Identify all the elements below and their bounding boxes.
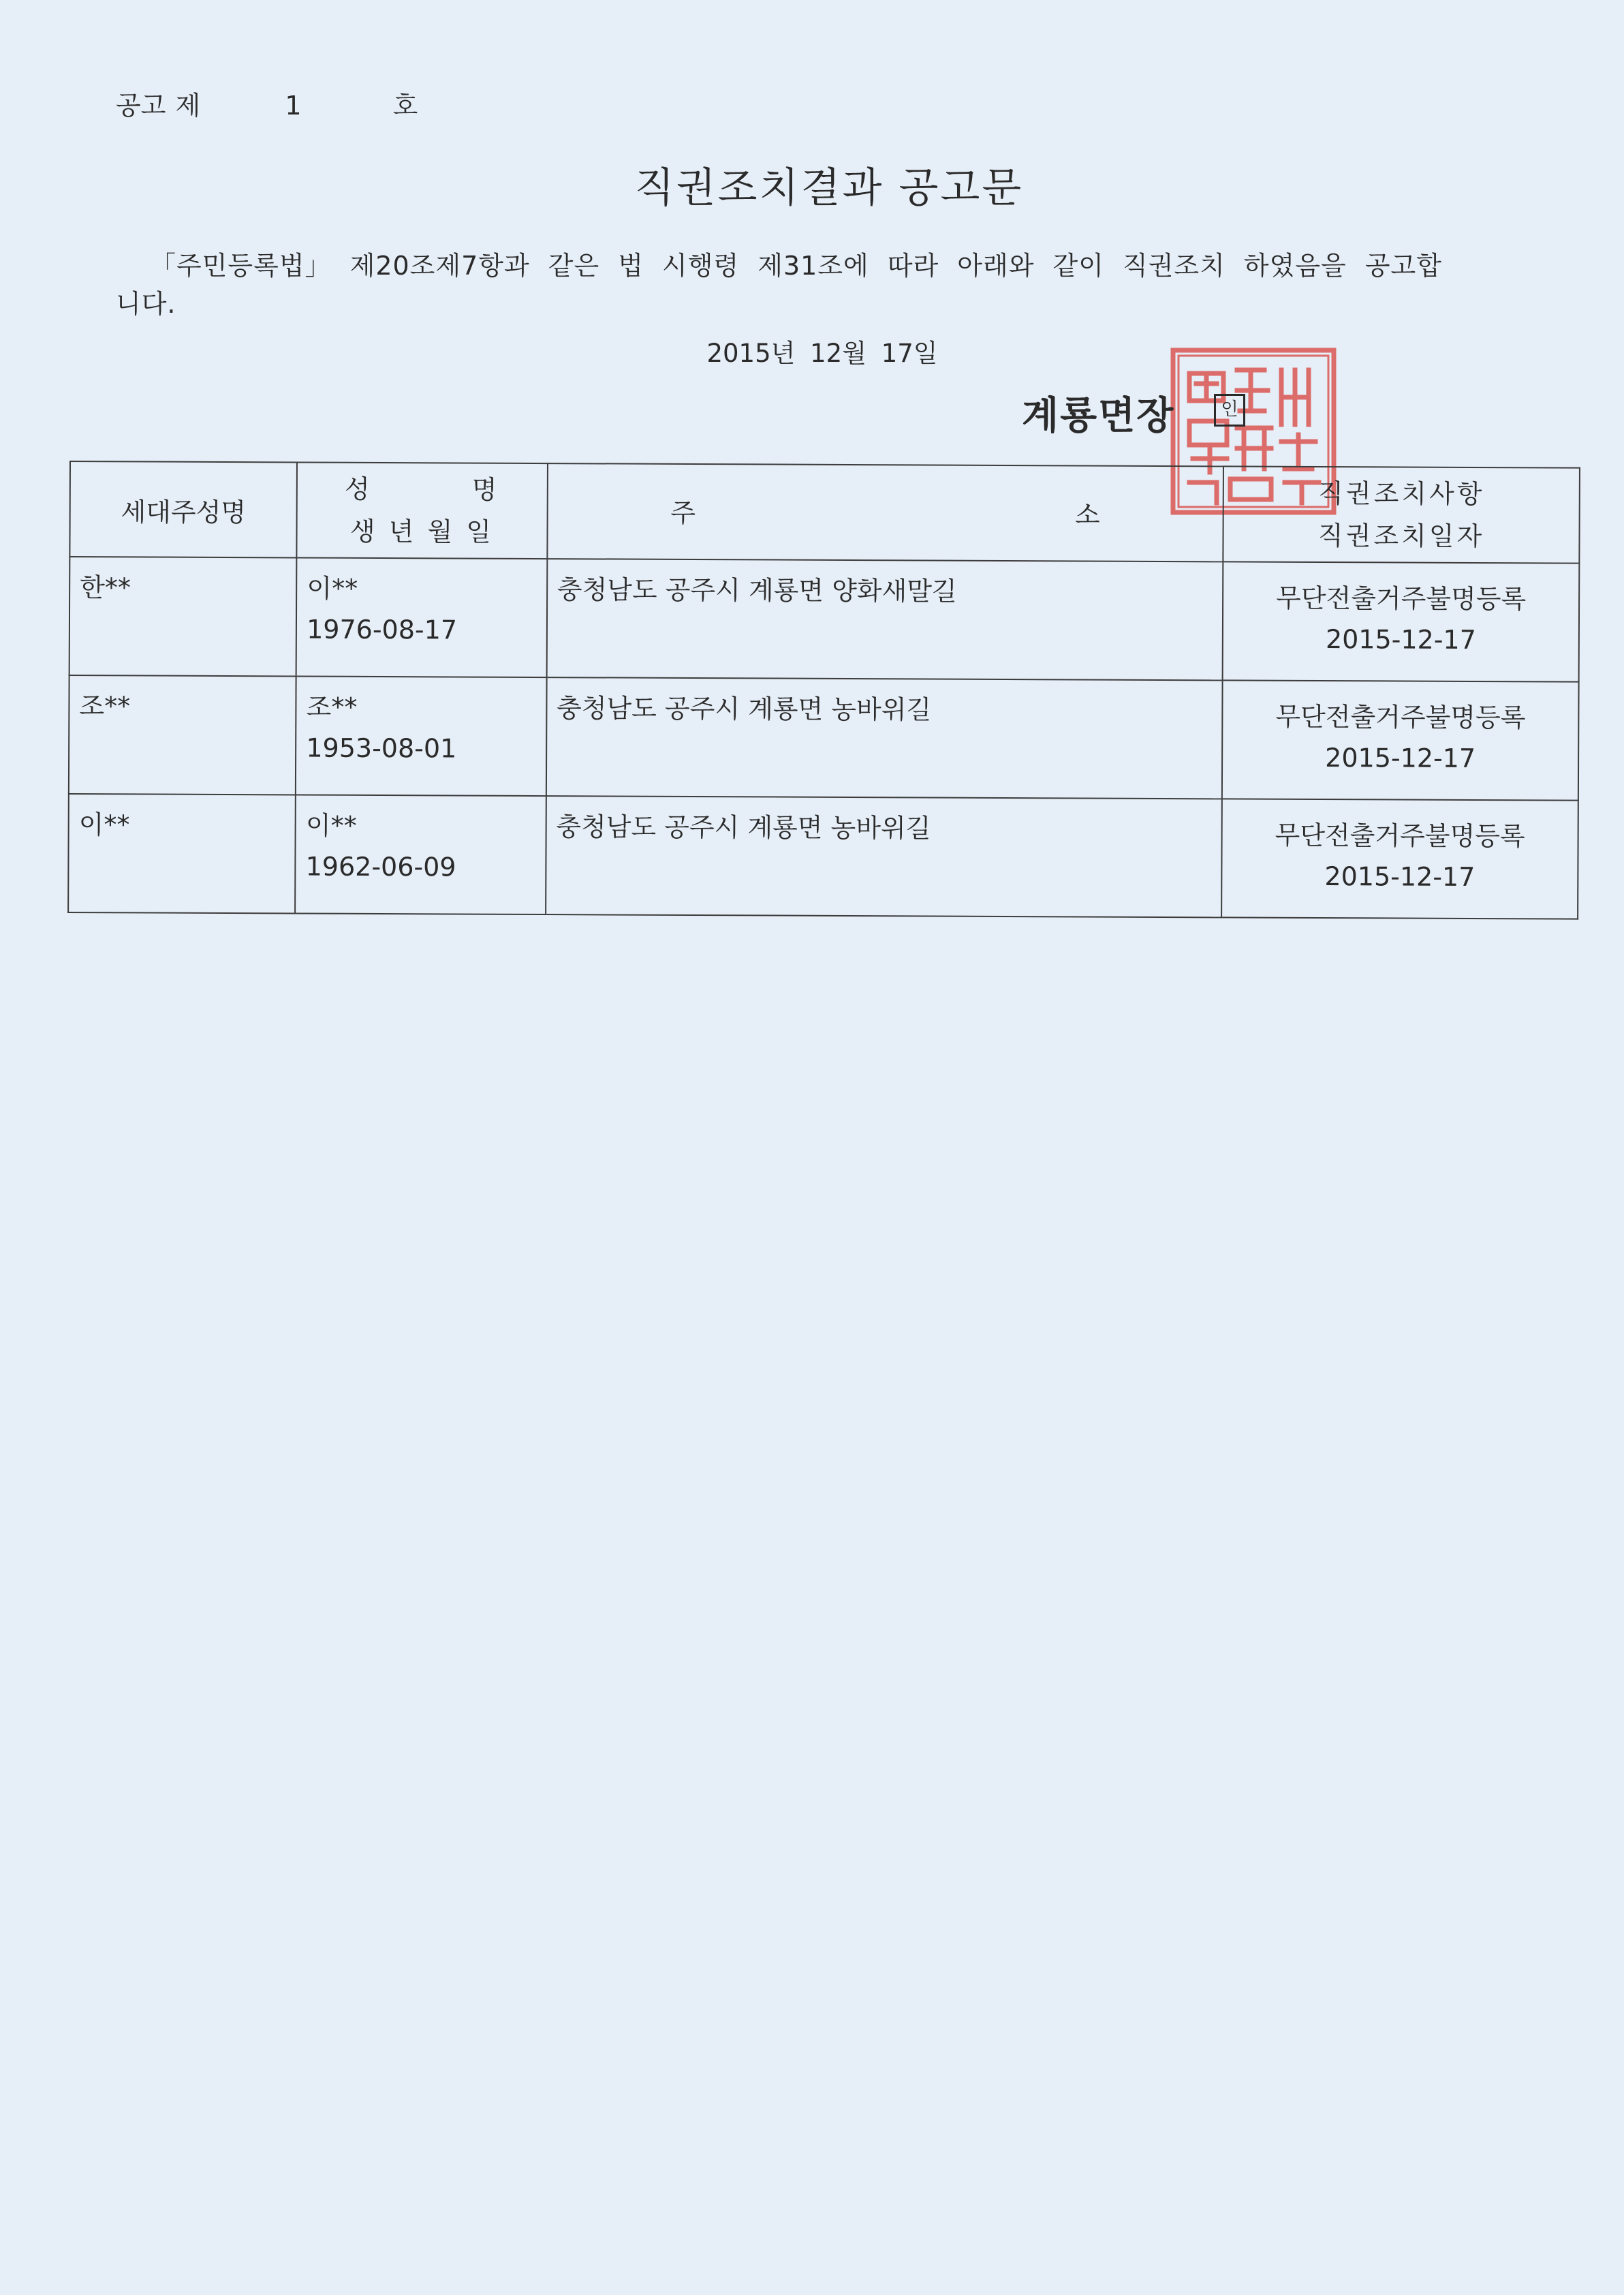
header-address-right: 소	[1074, 499, 1100, 530]
seal-mark: 인	[1214, 394, 1245, 427]
cell-name: 조**	[306, 692, 358, 722]
notice-number	[116, 84, 418, 122]
cell-birth: 1976-08-17	[307, 614, 458, 645]
cell-action: 무단전출거주불명등록	[1275, 820, 1525, 852]
records-table	[67, 461, 1580, 920]
notice-number-value: 1	[285, 91, 302, 121]
header-householder: 세대주성명	[69, 461, 297, 557]
table-row	[69, 675, 1579, 801]
cell-householder: 이**	[78, 810, 130, 840]
header-action-type: 직권조치사항	[1318, 478, 1485, 510]
cell-householder: 조**	[79, 691, 131, 722]
cell-address: 충청남도 공주시 계룡면 농바위길	[556, 693, 932, 725]
header-action-date: 직권조치일자	[1317, 520, 1485, 552]
cell-action-date: 2015-12-17	[1325, 624, 1476, 656]
cell-action-date: 2015-12-17	[1324, 861, 1475, 893]
header-birth: 생 년 월 일	[349, 516, 495, 547]
cell-action: 무단전출거주불명등록	[1275, 701, 1526, 733]
header-name: 성 명	[344, 474, 500, 505]
cell-action-date: 2015-12-17	[1325, 743, 1476, 774]
cell-name: 이**	[307, 573, 358, 604]
table-row	[69, 557, 1580, 682]
cell-householder: 한**	[80, 572, 131, 603]
table-row	[68, 794, 1578, 919]
document-date: 2015년 12월 17일	[706, 339, 938, 368]
cell-address: 충청남도 공주시 계룡면 농바위길	[556, 812, 931, 844]
cell-address: 충청남도 공주시 계룡면 양화새말길	[557, 574, 957, 606]
issuer-title: 계룡면장	[1022, 394, 1175, 438]
intro-paragraph: 「주민등록법」 제20조제7항과 같은 법 시행령 제31조에 따라 아래와 같이 직권조치 하였음을 공고합니다.	[116, 251, 1442, 319]
cell-birth: 1953-08-01	[306, 733, 457, 764]
header-action	[1223, 466, 1580, 563]
header-address-left: 주	[670, 497, 696, 529]
cell-birth: 1962-06-09	[305, 851, 456, 882]
notice-suffix: 호	[392, 91, 418, 121]
header-name-birth	[297, 462, 548, 559]
document-title: 직권조치결과 공고문	[634, 164, 1024, 212]
header-address	[547, 463, 1223, 561]
cell-action: 무단전출거주불명등록	[1276, 583, 1527, 615]
cell-name: 이**	[305, 810, 357, 841]
notice-label: 공고 제	[116, 91, 201, 121]
table-header-row	[69, 461, 1580, 564]
